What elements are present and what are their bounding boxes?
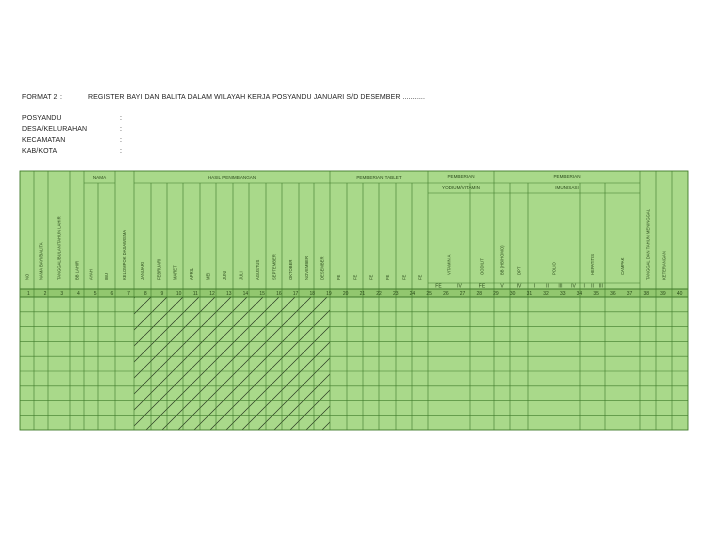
column-number: 28 (476, 291, 483, 297)
column-number: 37 (626, 291, 633, 297)
column-number: 2 (43, 291, 47, 297)
column-number: 8 (143, 291, 147, 297)
sub-header: IV (457, 283, 462, 290)
column-header: FE (401, 274, 407, 280)
column-number: 5 (93, 291, 97, 297)
column-number: 17 (292, 291, 299, 297)
sub-header: III (558, 283, 563, 290)
sub-header: III (598, 283, 603, 290)
column-number: 11 (192, 291, 198, 297)
column-header: FE (336, 274, 341, 280)
sub-header: I (533, 283, 536, 290)
column-header: BB (HB/HOMO) (499, 245, 505, 275)
column-number: 22 (376, 291, 382, 297)
column-header: MARET (172, 265, 178, 280)
column-number: 3 (60, 291, 64, 297)
kabkota-colon: : (120, 148, 123, 155)
column-header: KELOMPOK DASAWISMA (122, 229, 127, 280)
desa-colon: : (120, 126, 123, 133)
column-number: 6 (110, 291, 114, 297)
column-header: NO (24, 273, 30, 280)
column-number: 20 (342, 291, 349, 297)
column-header: CAMPAK (620, 257, 625, 275)
column-number: 24 (409, 291, 416, 297)
sub-header: IV (516, 283, 522, 290)
column-header: DESEMBER (319, 256, 325, 280)
column-number: 12 (209, 291, 215, 297)
column-header: JANUARI (140, 262, 145, 280)
column-number: 16 (276, 291, 282, 297)
column-header: MEI (205, 272, 211, 280)
column-number: 34 (576, 291, 583, 297)
column-number: 1 (26, 291, 30, 297)
column-header: NOVEMBER (304, 256, 309, 280)
column-number: 33 (559, 291, 566, 297)
column-number: 10 (175, 291, 182, 297)
column-header: BB LAHIR (74, 260, 80, 280)
group-header-imunisasi: PEMBERIAN (553, 174, 581, 179)
group-header-penimbangan: HASIL PENIMBANGAN (207, 175, 257, 180)
column-header: TANGGAL DAN TAHUN MENINGGAL (645, 208, 651, 280)
group-header-tablet: PEMBERIAN TABLET (356, 175, 402, 180)
table-background (20, 171, 688, 430)
column-header: AYAH (88, 269, 94, 280)
column-header: OKTOBER (288, 259, 293, 280)
posyandu-label: POSYANDU (22, 115, 62, 122)
column-header: FE (417, 274, 423, 280)
kecamatan-colon: : (120, 137, 123, 144)
column-number: 15 (259, 291, 265, 297)
group-header-imunisasi-sub: IMUNISASI (555, 185, 579, 190)
format-colon: : (60, 94, 63, 101)
group-header-nama: NAMA (92, 175, 107, 180)
sub-header: V (500, 283, 504, 290)
column-number: 35 (593, 291, 599, 297)
column-header: FE (368, 274, 374, 280)
column-header: APRIL (189, 267, 194, 280)
group-header-vitamin-sub: YODIUM/VITAMIN (442, 185, 480, 190)
column-header: KETERANGAN (661, 251, 667, 280)
sub-header: I (583, 283, 585, 290)
page-title: REGISTER BAYI DAN BALITA DALAM WILAYAH KERJA POSYANDU JANUARI S/D DESEMBER ........... (88, 94, 426, 101)
column-number: 9 (160, 291, 164, 297)
column-number: 40 (676, 291, 683, 297)
sub-header: II (546, 283, 549, 290)
group-header-vitamin: PEMBERIAN (447, 174, 475, 179)
kabkota-label: KAB/KOTA (22, 148, 58, 155)
column-header: FE (352, 274, 358, 280)
column-header: OODILIT (479, 258, 485, 275)
column-header: AGUSTUS (255, 259, 260, 280)
column-number: 4 (77, 291, 80, 297)
column-number: 30 (509, 291, 516, 297)
column-number: 27 (459, 291, 466, 297)
column-header: JULI (238, 271, 244, 280)
column-header: FE (385, 274, 390, 280)
column-number: 25 (426, 291, 432, 297)
sub-header: IV (571, 283, 576, 290)
sub-header: II (591, 283, 594, 290)
desa-label: DESA/KELURAHAN (22, 126, 88, 133)
column-header: TANGGAL/BULAN/TAHUN LAHIR (56, 216, 62, 280)
kecamatan-label: KECAMATAN (22, 137, 66, 144)
column-number: 29 (493, 291, 499, 297)
penimbangan-hatch (134, 297, 330, 430)
column-number: 14 (242, 291, 249, 297)
column-header: JUNI (222, 270, 227, 280)
column-number: 36 (610, 291, 616, 297)
format-label: FORMAT 2 (22, 94, 58, 101)
column-header: NAMA BAYI/BALITA (38, 242, 44, 280)
column-number: 32 (543, 291, 549, 297)
column-number: 19 (326, 291, 332, 297)
column-number: 13 (225, 291, 232, 297)
column-number: 23 (392, 291, 399, 297)
column-header: FEBRUARI (156, 258, 162, 280)
column-header: IBU (104, 273, 109, 280)
sub-header: FE (478, 283, 486, 290)
column-number: 18 (309, 291, 316, 297)
column-number: 21 (359, 291, 366, 297)
column-number: 39 (660, 291, 666, 297)
column-number: 26 (443, 291, 449, 297)
posyandu-colon: : (120, 115, 123, 122)
column-header: DPT (516, 266, 522, 275)
column-number: 31 (526, 291, 533, 297)
column-header: POLIO (551, 262, 557, 275)
column-number: 7 (127, 291, 130, 297)
column-header: VITAMIN A (446, 254, 452, 275)
column-header: SEPTEMBER (271, 254, 277, 280)
sub-header: FE (435, 283, 442, 290)
column-number: 38 (643, 291, 650, 297)
number-row-band (20, 289, 688, 297)
column-header: HEPATITIS (590, 253, 595, 275)
